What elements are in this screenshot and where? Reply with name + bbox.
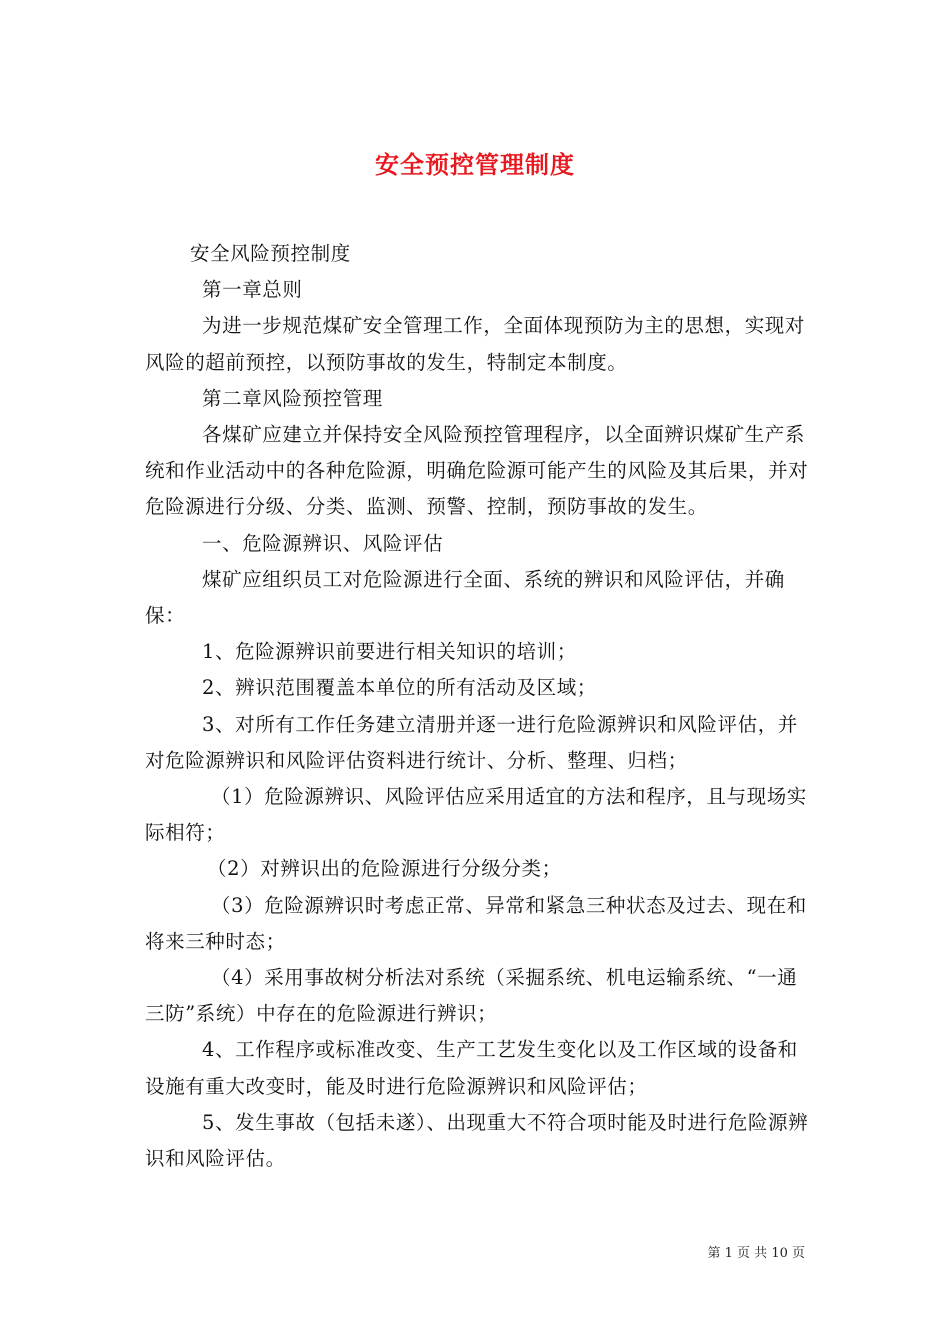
paragraph: 煤矿应组织员工对危险源进行全面、系统的辨识和风险评估，并确保： bbox=[145, 567, 785, 628]
paragraph: 为进一步规范煤矿安全管理工作，全面体现预防为主的思想，实现对风险的超前预控，以预防事故的发生，特制定本制度。 bbox=[145, 314, 806, 374]
list-item: 5、发生事故（包括未遂）、出现重大不符合项时能及时进行危险源辨识和风险评估。 bbox=[145, 1110, 809, 1171]
chapter-heading: 第二章风险预控管理 bbox=[202, 386, 383, 410]
list-item: 3、对所有工作任务建立清册并逐一进行危险源辨识和风险评估，并对危险源辨识和风险评估资料进行统计、分析、整理、归档； bbox=[145, 712, 798, 772]
list-item: 2、辨识范围覆盖本单位的所有活动及区域； bbox=[202, 676, 597, 700]
chapter-heading: 第一章总则 bbox=[202, 278, 303, 302]
list-item: 1、危险源辨识前要进行相关知识的培训； bbox=[202, 640, 577, 664]
list-item: 4、工作程序或标准改变、生产工艺发生变化以及工作区域的设备和设施有重大改变时，能及时进行危险源辨识和风险评估； bbox=[145, 1038, 798, 1098]
document-body bbox=[145, 236, 810, 1177]
sub-list-item: （2）对辨识出的危险源进行分级分类； bbox=[207, 857, 562, 881]
section-heading: 安全风险预控制度 bbox=[190, 242, 351, 265]
sub-list-item: （3）危险源辨识时考虑正常、异常和紧急三种状态及过去、现在和将来三种时态； bbox=[145, 893, 807, 953]
page-number: 第 1 页 共 10 页 bbox=[707, 1246, 805, 1261]
paragraph: 各煤矿应建立并保持安全风险预控管理程序，以全面辨识煤矿生产系统和作业活动中的各种危险源，明确危险源可能产生的风险及其后果，并对危险源进行分级、分类、监测、预警、控制，预防事故的发生。 bbox=[145, 423, 809, 519]
subsection-heading: 一、危险源辨识、风险评估 bbox=[202, 531, 444, 555]
document-title: 安全预控管理制度 bbox=[375, 150, 575, 180]
sub-list-item: （1）危险源辨识、风险评估应采用适宜的方法和程序，且与现场实际相符； bbox=[145, 785, 807, 845]
sub-list-item: （4）采用事故树分析法对系统（采掘系统、机电运输系统、“一通三防”系统）中存在的危险源进行辨识； bbox=[145, 966, 798, 1026]
